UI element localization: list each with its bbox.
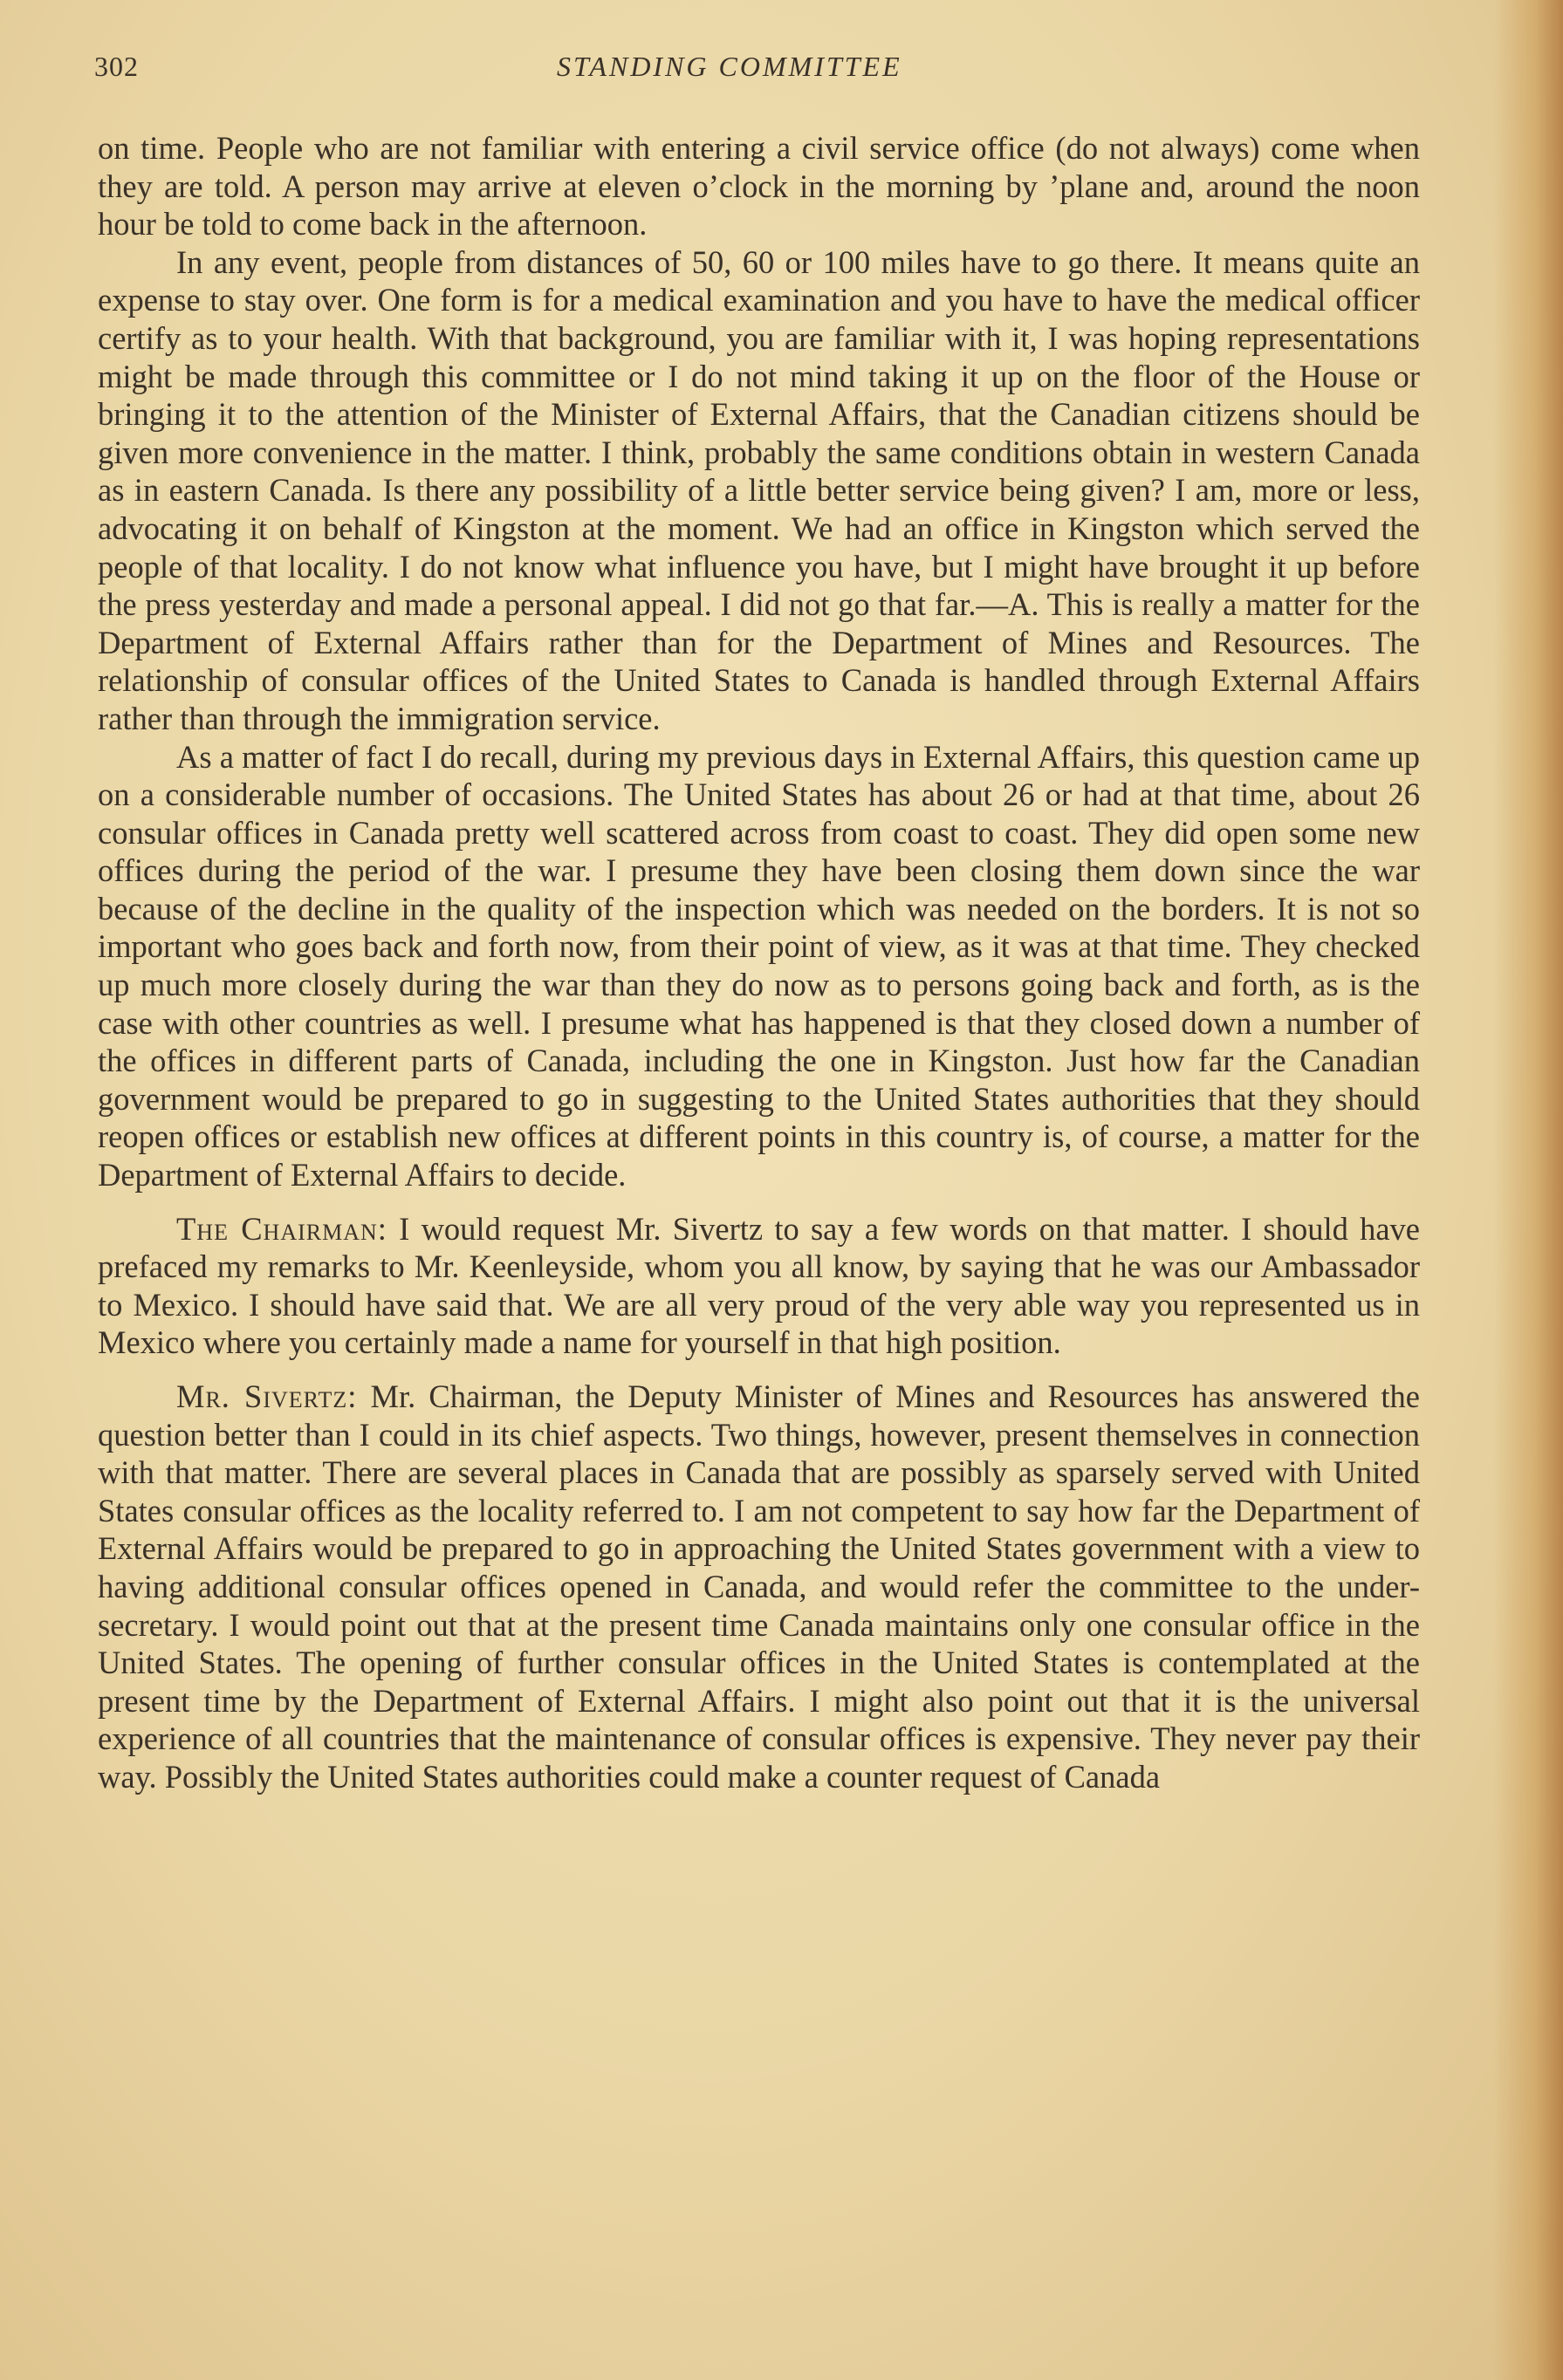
paragraph-3 [98,738,1420,1194]
speaker-sivertz: Mr. Sivertz: [176,1378,358,1414]
paragraph-sivertz-text: Mr. Chairman, the Deputy Minister of Mines and Resources has answered the question better than I could in its chief aspects. Two things, however, present themselves in connection with that matter. There are several places in Canada that are possibly as sparsely served with United States consular offices as the locality referred to. I am not competent to say how far the Department of External Affairs would be prepared to go in approaching the United States government with a view to having additional consular offices opened in Canada, and would refer the committee to the under-secretary. I would point out that at the present time Canada maintains only one consular office in the United States. The opening of further consular offices in the United States is contemplated at the present time by the Department of External Affairs. I might also point out that it is the universal experience of all countries that the maintenance of consular offices is expensive. They never pay their way. Possibly the United States authorities could make a counter request of Canada [98,1378,1420,1795]
paragraph-1-text: on time. People who are not familiar with entering a civil service office (do not always) come when they are told. A person may arrive at eleven o’clock in the morning by ’plane and, around the noon hour be told to come back in the afternoon. [98,130,1420,243]
paragraph-2-text: In any event, people from distances of 50, 60 or 100 miles have to go there. It means quite an expense to stay over. One form is for a medical examination and you have to have the medical officer certify as to your health. With that background, you are familiar with it, I was hoping representations might be made through this committee or I do not mind taking it up on the floor of the House or bringing it to the attention of the Minister of External Affairs, that the Canadian citizens should be given more convenience in the matter. I think, probably the same conditions obtain in western Canada as in eastern Canada. Is there any possibility of a little better service being given? I am, more or less, advocating it on behalf of Kingston at the moment. We had an office in Kingston which served the people of that locality. I do not know what influence you have, but I might have brought it up before the press yesterday and made a personal appeal. I did not go that far.—A. This is really a matter for the Department of External Affairs rather than for the Department of Mines and Resources. The relationship of consular offices of the United States to Canada is handled through External Affairs rather than through the immigration service. [98,243,1420,736]
page-header [94,51,1421,94]
paragraph-chairman-text: I would request Mr. Sivertz to say a few words on that matter. I should have prefaced my remarks to Mr. Keenleyside, whom you all know, by saying that he was our Ambassador to Mexico. I should have said that. We are all very proud of the very able way you represented us in Mexico where you certainly made a name for yourself in that high position. [98,1210,1420,1361]
page-edge-shadow [1493,0,1563,2380]
speaker-chairman: The Chairman: [176,1210,387,1247]
paragraph-2 [98,243,1420,738]
paragraph-1 [98,129,1420,243]
paragraph-3-text: As a matter of fact I do recall, during my previous days in External Affairs, this question came up on a considerable number of occasions. The United States has about 26 or had at that time, about 26 consular offices in Canada pretty well scattered across from coast to coast. They did open some new offices during the period of the war. I presume they have been closing them down since the war because of the decline in the quality of the inspection which was needed on the borders. It is not so important who goes back and forth now, from their point of view, as it was at that time. They checked up much more closely during the war than they do now as to persons going back and forth, as is the case with other countries as well. I presume what has happened is that they closed down a number of the offices in different parts of Canada, including the one in Kingston. Just how far the Canadian government would be prepared to go in suggesting to the United States authorities that they should reopen offices or establish new offices at different points in this country is, of course, a matter for the Department of External Affairs to decide. [98,738,1420,1193]
paragraph-chairman [98,1210,1420,1362]
paragraph-sivertz [98,1378,1420,1796]
page-number: 302 [94,51,139,82]
running-head: STANDING COMMITTEE [557,51,902,82]
body-text [98,129,1420,1796]
